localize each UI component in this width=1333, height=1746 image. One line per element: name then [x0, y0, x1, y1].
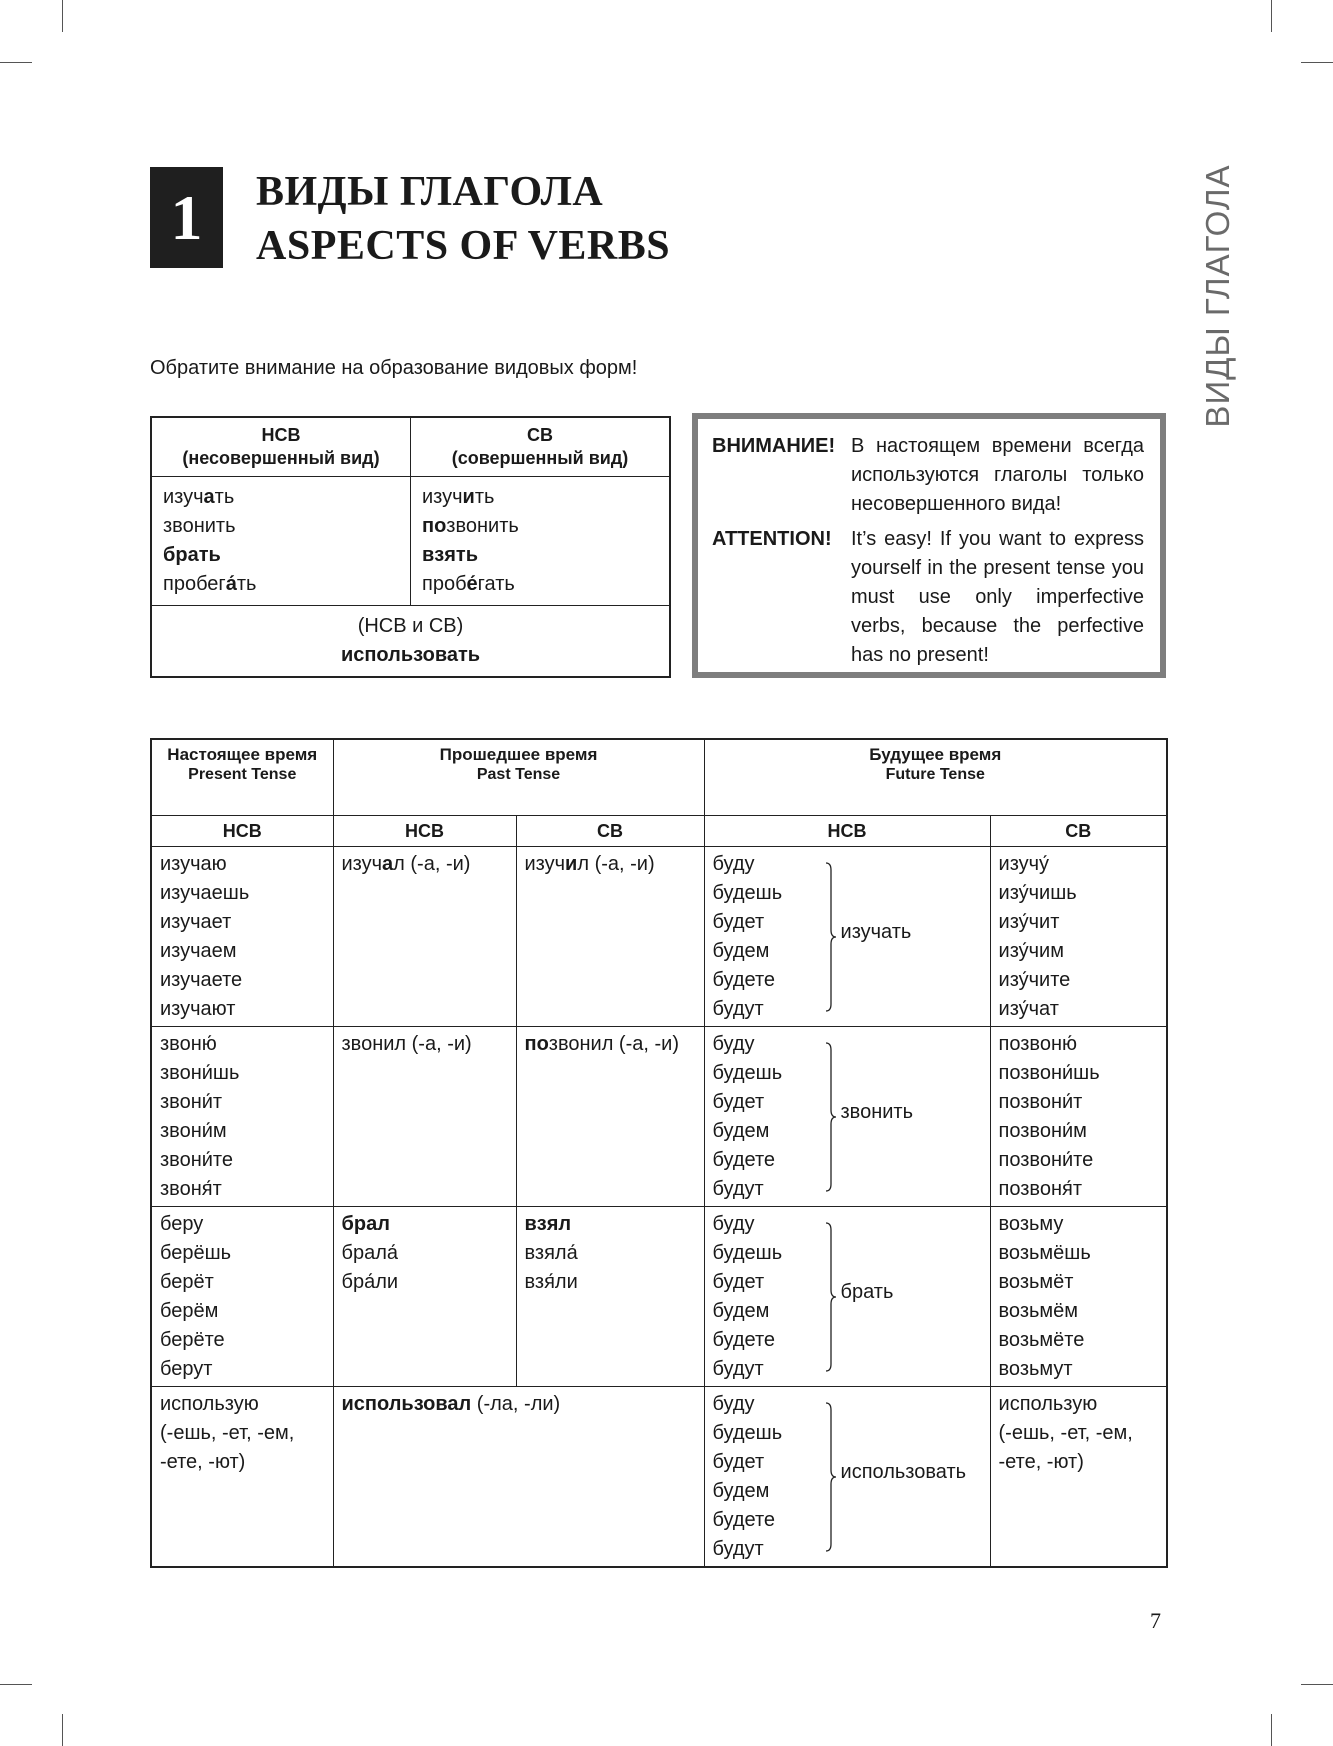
present-ncv-header: НСВ	[151, 816, 333, 847]
verb-form: брать	[163, 544, 221, 566]
verb-form: взять	[422, 544, 478, 566]
crop-mark	[62, 1714, 63, 1746]
future-infinitive: использовать	[840, 1461, 967, 1483]
intro-text: Обратите внимание на образование видовых форм!	[150, 357, 638, 379]
past-ncv-forms: брал брала́ бра́ли	[333, 1207, 516, 1387]
page-number: 7	[1150, 1608, 1161, 1633]
crop-mark	[1271, 0, 1272, 32]
chapter-number: 1	[150, 167, 223, 268]
attention-ru	[712, 432, 1144, 519]
attention-ru-text: В настоящем времени всегда используются глаголы только несовершенного вида!	[851, 435, 1144, 515]
attention-en	[712, 525, 1144, 670]
attention-box	[692, 413, 1166, 678]
past-header: Прошедшее время Past Tense	[333, 739, 704, 816]
crop-mark	[62, 0, 63, 32]
attention-en-label: ATTENTION!	[712, 528, 832, 550]
aspect-table	[150, 416, 671, 678]
running-head	[1198, 165, 1238, 427]
future-ncv-forms: буду будешь будет будем будете будут брать	[704, 1207, 990, 1387]
tense-table	[150, 738, 1168, 1568]
chapter-title-ru: ВИДЫ ГЛАГОЛА	[256, 169, 604, 215]
attention-ru-label: ВНИМАНИЕ!	[712, 435, 836, 457]
brace-icon	[825, 1030, 837, 1203]
both-aspects-verb: использовать	[340, 644, 481, 666]
past-ncv-forms: звонил (-а, -и)	[333, 1027, 516, 1207]
past-ncv-header: НСВ	[333, 816, 516, 847]
chapter-title	[256, 165, 670, 273]
present-forms: использую (-ешь, -ет, -ем, -ете, -ют)	[151, 1387, 333, 1568]
past-cv-forms: изучил (-а, -и)	[516, 847, 704, 1027]
cv-header: СВ (совершенный вид)	[411, 417, 671, 477]
crop-mark	[0, 62, 32, 63]
future-infinitive: брать	[840, 1281, 894, 1303]
verb-form: изучать	[163, 486, 235, 508]
present-forms: звоню́ звони́шь звони́т звони́м звони́те звоня́т	[151, 1027, 333, 1207]
future-cv-forms: изучу́ изу́чишь изу́чит изу́чим изу́чите изу́чат	[990, 847, 1167, 1027]
past-cv-header: СВ	[516, 816, 704, 847]
brace-icon	[825, 1210, 837, 1383]
future-ncv-forms: буду будешь будет будем будете будут использовать	[704, 1387, 990, 1568]
verb-form: пробе́гать	[422, 573, 515, 595]
present-header: Настоящее время Present Tense	[151, 739, 333, 816]
future-cv-forms: возьму возьмёшь возьмёт возьмём возьмёте возьмут	[990, 1207, 1167, 1387]
future-infinitive: изучать	[840, 921, 912, 943]
past-cv-forms: взял взяла́ взя́ли	[516, 1207, 704, 1387]
crop-mark	[0, 1684, 32, 1685]
ncv-forms	[151, 477, 411, 606]
verb-form: изучить	[422, 486, 495, 508]
verb-form: позвонить	[422, 515, 519, 537]
crop-mark	[1301, 62, 1333, 63]
future-header: Будущее время Future Tense	[704, 739, 1167, 816]
future-cv-forms: использую (-ешь, -ет, -ем, -ете, -ют)	[990, 1387, 1167, 1568]
brace-icon	[825, 1390, 837, 1563]
future-cv-forms: позвоню́ позвони́шь позвони́т позвони́м позвони́те позвоня́т	[990, 1027, 1167, 1207]
chapter-title-en: ASPECTS OF VERBS	[256, 223, 671, 269]
past-forms: использовал (-ла, -ли)	[333, 1387, 704, 1568]
crop-mark	[1271, 1714, 1272, 1746]
running-head-text: ВИДЫ ГЛАГОЛА	[1199, 164, 1236, 428]
brace-icon	[825, 850, 837, 1023]
verb-form: пробега́ть	[163, 573, 257, 595]
verb-form: звонить	[163, 515, 236, 537]
future-cv-header: СВ	[990, 816, 1167, 847]
both-aspects-label: (НСВ и СВ)	[357, 615, 464, 637]
ncv-header: НСВ (несовершенный вид)	[151, 417, 411, 477]
present-forms: изучаю изучаешь изучает изучаем изучаете изучают	[151, 847, 333, 1027]
attention-en-text: It’s easy! If you want to express yourself in the present tense you must use only imperfective verbs, because the perfective has no present!	[851, 528, 1144, 666]
table-row	[151, 1207, 1167, 1387]
table-row	[151, 1027, 1167, 1207]
future-infinitive: звонить	[840, 1101, 914, 1123]
table-row	[151, 847, 1167, 1027]
past-ncv-forms: изучал (-а, -и)	[333, 847, 516, 1027]
future-ncv-forms: буду будешь будет будем будете будут изучать	[704, 847, 990, 1027]
both-aspects-cell	[151, 606, 670, 678]
cv-forms	[411, 477, 671, 606]
crop-mark	[1301, 1684, 1333, 1685]
present-forms: беру берёшь берёт берём берёте берут	[151, 1207, 333, 1387]
future-ncv-header: НСВ	[704, 816, 990, 847]
future-ncv-forms: буду будешь будет будем будете будут звонить	[704, 1027, 990, 1207]
past-cv-forms: позвонил (-а, -и)	[516, 1027, 704, 1207]
table-row	[151, 1387, 1167, 1568]
